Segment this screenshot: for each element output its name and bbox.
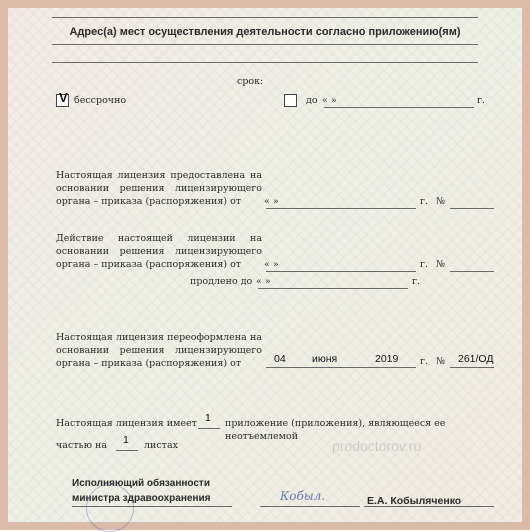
extended-number-label: № <box>436 259 445 270</box>
appendix-sheets: 1 <box>123 434 129 446</box>
granted-quotes: « » <box>264 196 279 207</box>
reissued-day: 04 <box>274 353 286 365</box>
extended-text: Действие настоящей лицензии на основании решения лицензирующего органа – приказа (распоряжения) от <box>56 233 262 270</box>
extended-number-line <box>450 271 494 272</box>
appendix-count-line <box>198 428 220 429</box>
name-line <box>364 506 494 507</box>
reissued-number-label: № <box>436 356 445 367</box>
appendix-count: 1 <box>205 412 211 424</box>
extended-until-quotes: « » <box>256 276 271 287</box>
appendix-suffix: приложение (приложения), являющееся ее неотъемлемой <box>225 418 446 442</box>
watermark: prodoctorov.ru <box>332 438 422 454</box>
until-date-line <box>324 107 474 108</box>
signer-position-line1: Исполняющий обязанности <box>72 478 210 489</box>
until-prefix: до <box>306 95 318 106</box>
extended-date-line <box>266 271 416 272</box>
license-body <box>22 8 508 522</box>
signature-line <box>260 506 360 507</box>
term-label: срок: <box>237 76 264 87</box>
limited-term-checkbox <box>284 94 297 107</box>
address-title: Адрес(а) мест осуществления деятельности согласно приложению(ям) <box>69 26 461 38</box>
granted-text: Настоящая лицензия предоставлена на основании решения лицензирующего органа – приказа (распоряжения) от <box>56 170 262 207</box>
until-quotes: « » <box>322 95 337 106</box>
appendix-sheets-line <box>116 450 138 451</box>
granted-date-line <box>266 208 416 209</box>
reissued-number: 261/ОД <box>458 353 494 365</box>
signer-name: Е.А. Кобыляченко <box>367 495 462 507</box>
reissued-year-suffix: г. <box>420 356 428 367</box>
reissued-number-line <box>450 367 494 368</box>
handwritten-signature: Кобыл. <box>280 489 326 503</box>
official-seal <box>86 484 134 532</box>
extended-year-suffix: г. <box>420 259 428 270</box>
top-divider <box>52 17 478 18</box>
extended-until-year-suffix: г. <box>412 276 420 287</box>
extended-until-line <box>258 288 408 289</box>
until-year-suffix: г. <box>477 95 485 106</box>
address-line-2 <box>52 62 478 63</box>
extended-quotes: « » <box>264 259 279 270</box>
reissued-text: Настоящая лицензия переоформлена на основании решения лицензирующего органа – приказа (распоряжения) от <box>56 332 262 369</box>
extended-until-label: продлено до <box>190 276 253 287</box>
reissued-month: июня <box>312 353 338 365</box>
indefinite-label: бессрочно <box>74 95 127 106</box>
signer-position-line2: министра здравоохранения <box>72 493 211 504</box>
indefinite-check-mark: V <box>59 90 68 105</box>
reissued-year: 2019 <box>375 353 399 365</box>
appendix-part-prefix: частью на <box>56 440 107 451</box>
address-line-1 <box>52 44 478 45</box>
granted-year-suffix: г. <box>420 196 428 207</box>
appendix-sheets-suffix: листах <box>144 440 178 451</box>
granted-number-line <box>450 208 494 209</box>
granted-number-label: № <box>436 196 445 207</box>
reissued-date-line <box>266 367 416 368</box>
appendix-prefix: Настоящая лицензия имеет <box>56 418 197 429</box>
